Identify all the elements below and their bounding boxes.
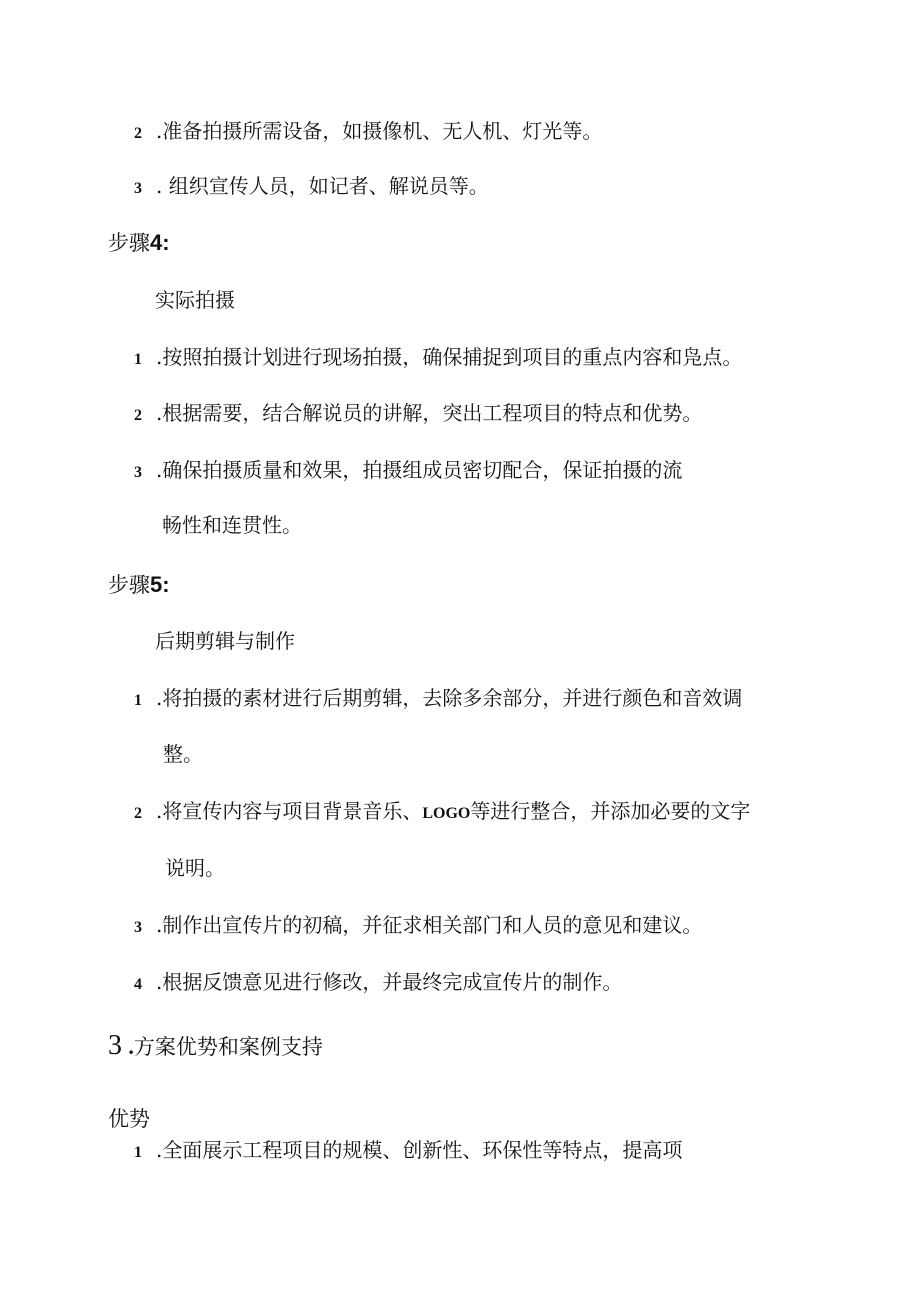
list-text: .将宣传内容与项目背景音乐、 [156,799,423,823]
list-number: 1 [134,351,142,368]
list-text: .确保拍摄质量和效果，拍摄组成员密切配合，保证拍摄的流 [156,458,683,482]
list-item [134,172,489,203]
list-number: 3 [134,464,142,481]
step-label: 步骤 [108,573,150,597]
list-text: . 组织宣传人员，如记者、解说员等。 [156,174,489,198]
step-label: 步骤 [108,231,150,255]
section-title: 方案优势和案例支持 [133,1035,323,1059]
list-text: .根据反馈意见进行修改，并最终完成宣传片的制作。 [156,970,623,994]
list-item-continuation: 畅性和连贯性。 [162,513,302,537]
list-item [134,684,742,715]
list-number: 1 [134,1144,142,1161]
list-item-continuation: 说明。 [165,856,225,880]
list-text: .按照拍摄计划进行现场拍摄，确保捕捉到项目的重点内容和凫点。 [156,345,743,369]
step-title: 实际拍摄 [155,288,235,312]
list-number: 2 [134,125,142,142]
list-item [134,456,682,487]
list-number: 3 [134,919,142,936]
list-item [134,911,702,942]
section-heading [108,1028,323,1065]
list-text: .将拍摄的素材进行后期剪辑，去除多余部分，并进行颜色和音效调 [156,686,743,710]
list-text: .制作出宣传片的初稿，并征求相关部门和人员的意见和建议。 [156,913,703,937]
list-number: 4 [134,976,142,993]
logo-text: LOGO [422,805,471,822]
step-number: 5: [150,572,170,597]
list-number: 3 [134,180,142,197]
step-number: 4: [150,230,170,255]
list-item [134,1136,682,1167]
list-item [134,968,622,999]
list-item [134,343,742,374]
list-number: 2 [134,407,142,424]
section-dot: . [128,1034,134,1059]
step-title: 后期剪辑与制作 [155,629,295,653]
list-text: .根据需要，结合解说员的讲解，突出工程项目的特点和优势。 [156,401,703,425]
list-text: .全面展示工程项目的规模、创新性、环保性等特点，提高项 [156,1138,683,1162]
list-item [134,117,602,148]
list-item [134,399,702,430]
list-number: 2 [134,805,142,822]
list-item-continuation: 整。 [163,742,203,766]
section-number: 3 [108,1030,122,1061]
list-text: 等进行整合，并添加必要的文字 [470,799,751,823]
list-text: .准备拍摄所需设备，如摄像机、无人机、灯光等。 [156,119,603,143]
step-heading [108,571,170,599]
list-item [134,797,750,828]
advantages-label: 优势 [108,1107,150,1131]
list-number: 1 [134,692,142,709]
step-heading [108,229,170,257]
